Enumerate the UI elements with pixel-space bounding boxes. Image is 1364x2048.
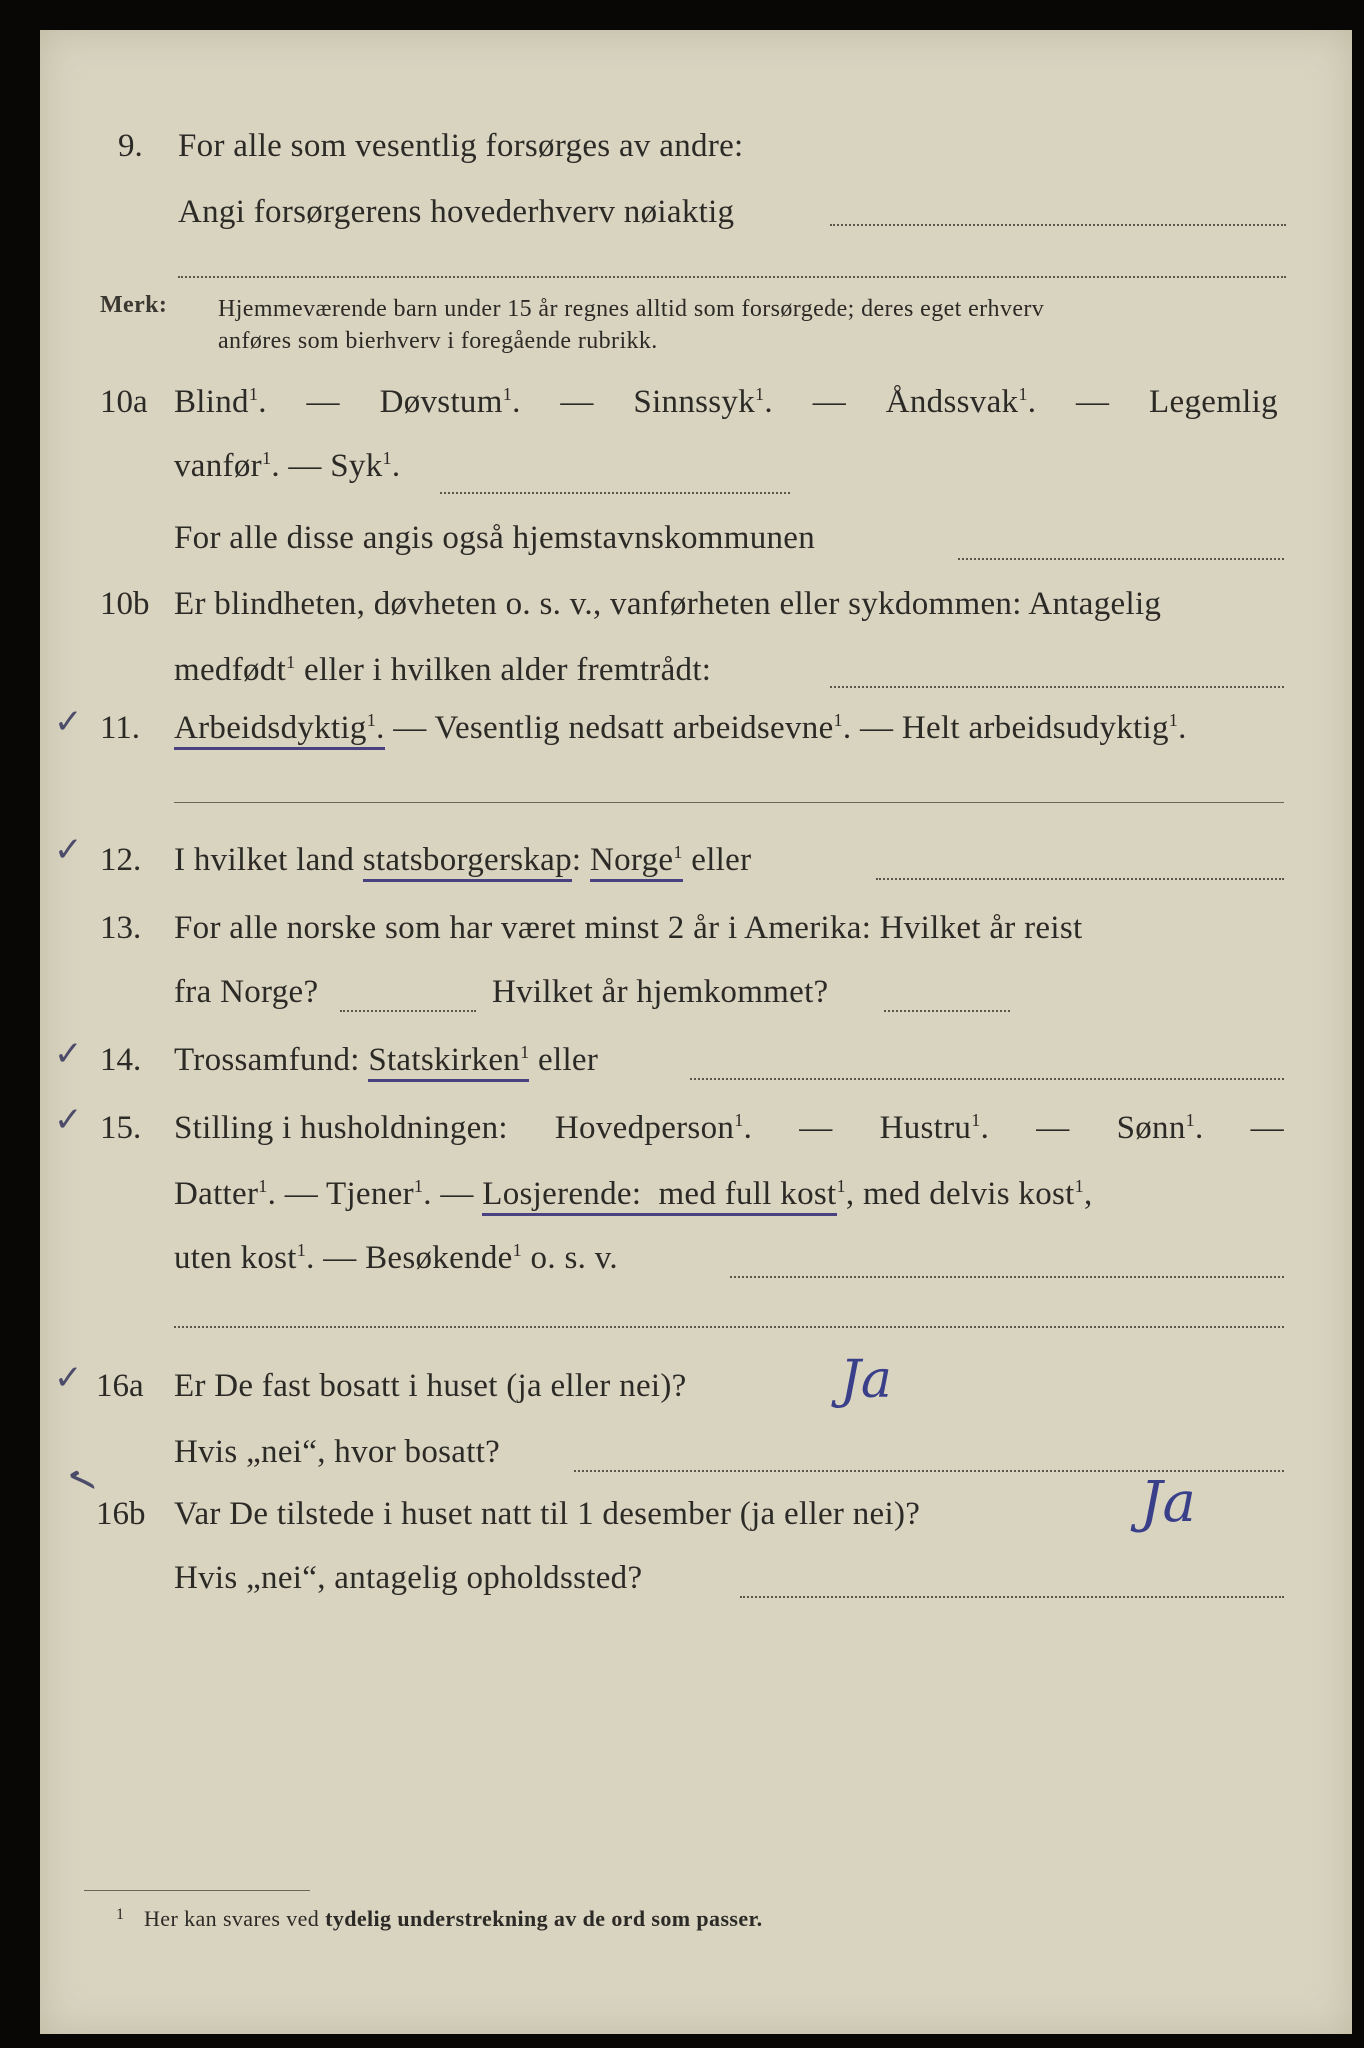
q14-answer-line[interactable] [690,1078,1284,1080]
q14-statskirken: Statskirken$^1$ [368,1042,529,1082]
q16a-line2: Hvis „nei“, hvor bosatt? [174,1434,501,1470]
check-mark-15: ✓ [54,1100,83,1140]
q15-losjerende: Losjerende: med full kost [482,1176,836,1216]
q13-line2a: fra Norge? [174,974,319,1010]
q14-number: 14. [100,1042,142,1078]
q11-arbeidsdyktig: Arbeidsdyktig$^1$. [174,710,385,750]
q14-line: Trossamfund: Statskirken$^1$ eller [174,1042,598,1079]
q15-answer-line-2[interactable] [174,1326,1284,1328]
merk-line2: anføres som bierhverv i foregående rubrikk. [218,328,658,354]
q9-line1: For alle som vesentlig forsørges av andre: [178,128,744,164]
q10a-legemlig: Legemlig [1149,384,1278,420]
check-mark-12: ✓ [54,830,83,870]
q10b-answer-line[interactable] [830,686,1284,688]
q13-number: 13. [100,910,142,946]
q9-answer-line[interactable] [830,224,1286,226]
q15-answer-line[interactable] [730,1276,1284,1278]
footnote-text: Her kan svares ved tydelig understrekning av de ord som passer. [144,1906,763,1931]
q16b-answer-line[interactable] [740,1596,1284,1598]
q10a-answer-line[interactable] [440,492,790,494]
q9-number: 9. [118,128,143,164]
q16b-number: 16b [96,1496,146,1532]
q10a-hjemstavn-line[interactable] [958,558,1284,560]
q12-answer-line[interactable] [876,878,1284,880]
q9-line2: Angi forsørgerens hovederhverv nøiaktig [178,194,735,230]
q10a-line3: For alle disse angis også hjemstavnskommunen [174,520,816,556]
q11-answer-line[interactable] [174,802,1284,803]
q10a-line2: vanfør$^1$. — Syk$^1$. [174,448,401,484]
check-mark-16b: ✓ [55,1460,107,1502]
q10b-line2: medfødt$^1$ eller i hvilken alder fremtrådt: [174,652,712,688]
q13-line1: For alle norske som har været minst 2 år i Amerika: Hvilket år reist [174,910,1083,946]
q11-number: 11. [100,710,141,746]
q10a-sinnssyk: Sinnssyk$^1$. [633,384,773,420]
q12-number: 12. [100,842,142,878]
q10b-number: 10b [100,586,150,622]
footnote-rule [84,1890,310,1891]
q12-norge: Norge$^1$ [590,842,683,882]
q16b-handwritten-answer: Ja [1140,1470,1196,1535]
q15-number: 15. [100,1110,142,1146]
q10a-andssvak: Åndssvak$^1$. [885,384,1037,420]
q9-answer-line-2[interactable] [178,276,1286,278]
q11-line: Arbeidsdyktig$^1$. — Vesentlig nedsatt arbeidsevne$^1$. — Helt arbeidsudyktig$^1$. [174,710,1187,747]
check-mark-16a: ✓ [54,1358,83,1398]
q15-line3: uten kost$^1$. — Besøkende$^1$ o. s. v. [174,1240,618,1276]
q16a-number: 16a [96,1368,144,1404]
q12-line: I hvilket land statsborgerskap: Norge$^1$ eller [174,842,751,879]
q15-line1: Stilling i husholdningen: Hovedperson$^1$. — Hustru$^1$. — Sønn$^1$. — [174,1110,1284,1146]
q10b-line1: Er blindheten, døvheten o. s. v., vanførheten eller sykdommen: Antagelig [174,586,1162,622]
q10a-line1: Blind$^1$. — Døvstum$^1$. — Sinnssyk$^1$. — Åndssvak$^1$. — Legemlig [174,384,1278,420]
check-mark-11: ✓ [54,702,83,742]
q13-hjemkommet-line[interactable] [884,1010,1010,1012]
q16a-line1: Er De fast bosatt i huset (ja eller nei)? [174,1368,687,1404]
q16a-handwritten-answer: Ja [840,1350,892,1410]
merk-line1: Hjemmeværende barn under 15 år regnes alltid som forsørgede; deres eget erhverv [218,296,1045,322]
q10a-dovstum: Døvstum$^1$. [379,384,521,420]
q16b-line2: Hvis „nei“, antagelig opholdssted? [174,1560,643,1596]
footnote-mark: 1 [116,1906,125,1923]
q13-line2b: Hvilket år hjemkommet? [492,974,829,1010]
merk-label: Merk: [100,292,168,318]
q15-line2: Datter$^1$. — Tjener$^1$. — Losjerende: med full kost$^1$, med delvis kost$^1$, [174,1176,1093,1213]
check-mark-14: ✓ [54,1034,83,1074]
q10a-number: 10a [100,384,148,420]
q13-reist-line[interactable] [340,1010,476,1012]
q10a-blind: Blind$^1$. [174,384,267,420]
q16b-line1: Var De tilstede i huset natt til 1 desember (ja eller nei)? [174,1496,921,1532]
census-form-page [40,30,1352,2034]
